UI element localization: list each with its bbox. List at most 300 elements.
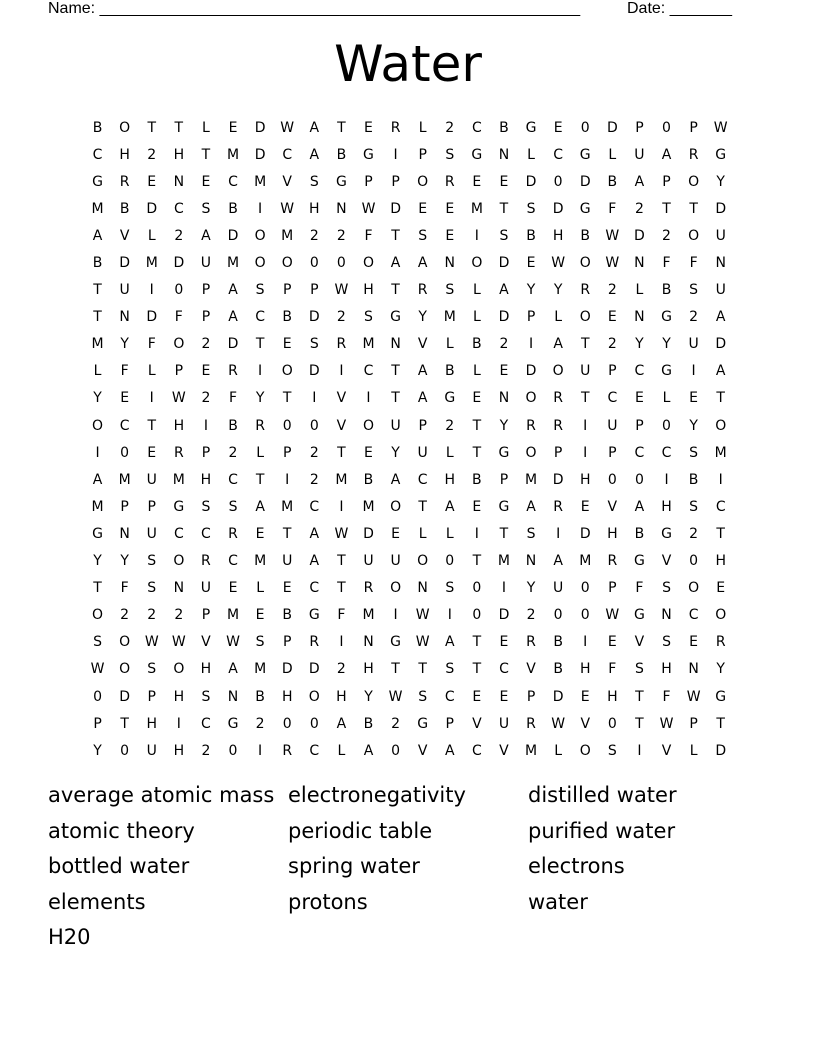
grid-letter: S	[255, 282, 265, 299]
grid-letter: H	[363, 661, 374, 678]
grid-letter: S	[445, 282, 455, 299]
grid-letter: G	[173, 498, 185, 515]
grid-letter: L	[608, 146, 617, 163]
grid-letter: 2	[228, 444, 238, 461]
word-list-item: elements	[48, 889, 146, 914]
date-field: Date: _______	[627, 0, 732, 17]
grid-letter: P	[526, 688, 536, 705]
grid-letter: B	[472, 336, 482, 353]
grid-letter: C	[282, 146, 293, 163]
grid-letter: E	[526, 255, 536, 272]
grid-letter: A	[309, 146, 320, 163]
grid-letter: D	[498, 607, 510, 624]
grid-letter: N	[173, 580, 185, 597]
grid-letter: G	[661, 309, 672, 326]
grid-letter: M	[226, 255, 240, 272]
grid-letter: E	[147, 173, 157, 190]
grid-letter: L	[418, 525, 427, 542]
grid-row	[84, 466, 734, 493]
grid-letter: I	[718, 471, 723, 488]
grid-letter: D	[254, 119, 266, 136]
grid-letter: P	[282, 444, 292, 461]
grid-letter: N	[417, 580, 428, 597]
grid-row	[84, 277, 734, 304]
grid-letter: E	[418, 200, 428, 217]
grid-letter: O	[525, 444, 537, 461]
grid-letter: G	[335, 173, 347, 190]
grid-letter: 2	[445, 119, 455, 136]
grid-letter: V	[526, 661, 536, 678]
grid-letter: I	[637, 742, 642, 759]
grid-letter: O	[92, 607, 104, 624]
grid-row	[84, 683, 734, 710]
grid-letter: T	[472, 444, 482, 461]
grid-letter: P	[201, 607, 211, 624]
grid-letter: M	[579, 553, 592, 570]
grid-letter: T	[635, 715, 644, 732]
grid-letter: G	[227, 715, 239, 732]
grid-letter: O	[688, 227, 700, 244]
grid-row	[84, 520, 734, 547]
grid-letter: D	[715, 200, 727, 217]
grid-row	[84, 195, 734, 222]
grid-letter: M	[497, 553, 510, 570]
grid-row	[84, 249, 734, 276]
word-list-item: purified water	[528, 818, 676, 843]
grid-letter: G	[633, 607, 645, 624]
grid-letter: T	[716, 390, 725, 407]
grid-letter: U	[146, 525, 157, 542]
grid-letter: Y	[93, 742, 102, 759]
grid-letter: Y	[120, 336, 129, 353]
grid-letter: W	[605, 227, 620, 244]
grid-letter: B	[363, 471, 374, 488]
grid-letter: L	[256, 580, 265, 597]
grid-letter: F	[364, 227, 373, 244]
grid-letter: P	[418, 417, 427, 434]
grid-letter: H	[146, 715, 157, 732]
grid-letter: M	[254, 173, 267, 190]
grid-letter: C	[634, 444, 645, 461]
grid-letter: G	[579, 146, 591, 163]
grid-letter: V	[607, 498, 618, 515]
grid-letter: Y	[662, 336, 671, 353]
grid-letter: 2	[634, 200, 644, 217]
grid-letter: I	[583, 417, 588, 434]
grid-letter: D	[227, 336, 239, 353]
grid-letter: N	[688, 661, 699, 678]
grid-letter: P	[662, 173, 671, 190]
grid-letter: B	[472, 471, 482, 488]
grid-letter: D	[119, 255, 131, 272]
grid-letter: T	[147, 417, 157, 434]
grid-letter: G	[633, 553, 645, 570]
grid-letter: E	[607, 309, 617, 326]
grid-letter: Y	[364, 688, 373, 705]
grid-letter: 2	[336, 309, 346, 326]
grid-letter: C	[471, 119, 482, 136]
grid-letter: I	[312, 390, 317, 407]
word-list-item: water	[528, 889, 588, 914]
grid-letter: S	[689, 498, 699, 515]
grid-letter: U	[498, 715, 510, 732]
grid-letter: I	[447, 607, 452, 624]
grid-letter: 2	[201, 336, 211, 353]
grid-letter: D	[552, 471, 564, 488]
grid-letter: I	[339, 634, 344, 651]
grid-letter: G	[471, 146, 483, 163]
grid-letter: G	[525, 119, 537, 136]
grid-letter: M	[714, 444, 727, 461]
grid-letter: Y	[635, 336, 644, 353]
grid-letter: S	[526, 525, 536, 542]
grid-letter: R	[526, 715, 536, 732]
grid-letter: R	[390, 119, 401, 136]
grid-letter: 2	[201, 390, 211, 407]
grid-letter: R	[119, 173, 130, 190]
grid-letter: V	[580, 715, 591, 732]
grid-letter: S	[445, 580, 455, 597]
grid-letter: F	[120, 580, 129, 597]
grid-letter: W	[144, 634, 159, 651]
grid-letter: U	[634, 146, 645, 163]
grid-letter: H	[281, 688, 293, 705]
grid-letter: S	[689, 444, 699, 461]
grid-letter: T	[418, 498, 427, 515]
grid-letter: C	[607, 390, 618, 407]
grid-letter: F	[174, 309, 183, 326]
grid-letter: A	[228, 282, 238, 299]
grid-row	[84, 358, 734, 385]
grid-letter: M	[172, 471, 185, 488]
grid-letter: E	[472, 498, 482, 515]
grid-letter: N	[227, 688, 239, 705]
grid-letter: T	[93, 309, 102, 326]
grid-letter: P	[174, 363, 184, 380]
grid-letter: W	[713, 119, 728, 136]
grid-letter: M	[362, 498, 375, 515]
grid-letter: 0	[662, 119, 671, 136]
grid-letter: R	[553, 417, 563, 434]
grid-letter: C	[228, 553, 238, 570]
grid-letter: U	[200, 580, 212, 597]
grid-letter: A	[228, 309, 238, 326]
grid-letter: N	[390, 336, 401, 353]
grid-letter: P	[608, 444, 617, 461]
grid-letter: B	[282, 607, 292, 624]
grid-letter: T	[580, 390, 590, 407]
grid-letter: R	[526, 634, 536, 651]
grid-letter: 2	[689, 309, 699, 326]
grid-letter: D	[173, 255, 185, 272]
grid-letter: A	[92, 227, 103, 244]
grid-letter: 0	[228, 742, 238, 759]
grid-letter: C	[688, 607, 699, 624]
grid-letter: D	[498, 255, 510, 272]
grid-letter: G	[715, 688, 727, 705]
grid-letter: R	[715, 634, 726, 651]
grid-letter: L	[445, 444, 454, 461]
grid-letter: 2	[607, 336, 617, 353]
grid-letter: E	[580, 498, 590, 515]
grid-letter: A	[499, 282, 509, 299]
grid-letter: U	[417, 444, 428, 461]
grid-letter: I	[95, 444, 100, 461]
grid-letter: G	[390, 309, 401, 326]
grid-letter: C	[363, 363, 374, 380]
grid-letter: H	[200, 661, 212, 678]
grid-letter: P	[120, 498, 129, 515]
grid-letter: H	[552, 227, 564, 244]
grid-letter: C	[715, 498, 726, 515]
grid-letter: M	[281, 498, 294, 515]
grid-letter: O	[254, 255, 266, 272]
grid-letter: 0	[391, 742, 401, 759]
grid-letter: I	[474, 525, 479, 542]
grid-letter: V	[201, 634, 211, 651]
grid-letter: I	[556, 525, 561, 542]
grid-letter: O	[688, 580, 700, 597]
grid-letter: D	[281, 661, 293, 678]
grid-letter: L	[337, 742, 346, 759]
grid-letter: L	[202, 119, 210, 136]
grid-row	[84, 168, 734, 195]
grid-row	[84, 439, 734, 466]
grid-letter: C	[309, 742, 320, 759]
grid-letter: 2	[255, 715, 265, 732]
grid-letter: T	[93, 580, 102, 597]
grid-letter: 2	[309, 227, 319, 244]
grid-letter: A	[309, 119, 320, 136]
grid-letter: E	[689, 634, 699, 651]
grid-letter: V	[634, 634, 645, 651]
grid-letter: H	[309, 200, 320, 217]
grid-letter: F	[228, 390, 238, 407]
grid-letter: U	[553, 580, 564, 597]
grid-letter: O	[92, 417, 104, 434]
grid-letter: D	[579, 525, 591, 542]
grid-letter: P	[635, 119, 644, 136]
grid-letter: T	[201, 146, 211, 163]
grid-letter: E	[472, 173, 482, 190]
grid-letter: R	[336, 336, 347, 353]
grid-letter: E	[364, 444, 373, 461]
grid-letter: M	[91, 498, 104, 515]
grid-letter: T	[635, 688, 644, 705]
grid-letter: H	[579, 471, 591, 488]
grid-letter: B	[255, 688, 265, 705]
grid-letter: T	[580, 336, 590, 353]
grid-letter: E	[472, 390, 482, 407]
grid-letter: I	[393, 607, 398, 624]
grid-letter: S	[526, 200, 536, 217]
grid-letter: M	[91, 200, 104, 217]
grid-letter: F	[635, 580, 644, 597]
grid-letter: 0	[553, 607, 563, 624]
grid-letter: E	[716, 580, 726, 597]
grid-letter: Y	[689, 417, 698, 434]
word-list-item: H20	[48, 925, 91, 949]
grid-letter: 0	[580, 607, 590, 624]
grid-letter: C	[255, 309, 265, 326]
grid-letter: L	[635, 282, 644, 299]
grid-row	[84, 602, 734, 629]
grid-letter: W	[605, 607, 620, 624]
grid-letter: S	[418, 688, 428, 705]
grid-letter: N	[363, 634, 374, 651]
grid-letter: M	[335, 471, 348, 488]
grid-letter: P	[93, 715, 102, 732]
grid-letter: V	[661, 742, 672, 759]
grid-letter: U	[363, 553, 374, 570]
grid-letter: A	[309, 525, 320, 542]
grid-row	[84, 629, 734, 656]
grid-letter: S	[201, 200, 211, 217]
grid-letter: E	[689, 390, 699, 407]
grid-row	[84, 141, 734, 168]
grid-letter: E	[634, 390, 644, 407]
word-list-item: electrons	[528, 854, 625, 878]
grid-letter: D	[363, 525, 374, 542]
grid-letter: R	[173, 444, 184, 461]
grid-letter: R	[580, 282, 591, 299]
grid-letter: L	[662, 390, 671, 407]
grid-letter: S	[662, 634, 671, 651]
grid-letter: O	[471, 255, 483, 272]
grid-letter: O	[362, 417, 374, 434]
grid-letter: A	[444, 498, 455, 515]
grid-letter: T	[391, 363, 400, 380]
grid-letter: 0	[282, 417, 292, 434]
grid-letter: U	[390, 417, 401, 434]
grid-letter: F	[120, 363, 129, 380]
grid-letter: O	[525, 390, 537, 407]
grid-letter: B	[444, 363, 455, 380]
name-field: Name: ______________________________________________________	[48, 0, 581, 17]
grid-letter: L	[445, 336, 454, 353]
grid-letter: R	[228, 525, 238, 542]
grid-letter: E	[201, 363, 211, 380]
grid-letter: E	[282, 580, 292, 597]
grid-letter: D	[525, 363, 537, 380]
grid-letter: D	[119, 688, 131, 705]
grid-letter: S	[147, 661, 157, 678]
grid-letter: I	[258, 742, 263, 759]
grid-letter: R	[444, 173, 455, 190]
grid-letter: F	[147, 336, 156, 353]
grid-letter: R	[526, 417, 536, 434]
grid-letter: D	[552, 688, 564, 705]
grid-letter: E	[255, 607, 265, 624]
grid-letter: L	[418, 119, 427, 136]
grid-letter: H	[444, 471, 456, 488]
grid-letter: O	[715, 417, 727, 434]
grid-letter: D	[715, 742, 727, 759]
grid-letter: 2	[309, 471, 319, 488]
grid-letter: D	[579, 173, 591, 190]
grid-letter: 0	[309, 417, 319, 434]
grid-letter: A	[526, 498, 536, 515]
grid-letter: U	[688, 336, 699, 353]
grid-letter: G	[92, 525, 103, 542]
grid-letter: M	[443, 309, 456, 326]
grid-letter: H	[661, 498, 672, 515]
grid-letter: 0	[174, 282, 184, 299]
grid-letter: W	[605, 255, 620, 272]
grid-letter: B	[688, 471, 699, 488]
grid-letter: G	[417, 715, 429, 732]
grid-row	[84, 737, 734, 764]
grid-letter: R	[201, 553, 211, 570]
grid-letter: B	[553, 634, 563, 651]
grid-letter: 2	[336, 227, 346, 244]
grid-letter: P	[147, 498, 156, 515]
grid-letter: S	[201, 498, 211, 515]
grid-letter: W	[686, 688, 701, 705]
grid-letter: H	[607, 688, 618, 705]
grid-letter: H	[336, 688, 347, 705]
grid-letter: H	[173, 146, 185, 163]
grid-letter: P	[282, 282, 292, 299]
grid-letter: G	[92, 173, 103, 190]
grid-letter: T	[472, 553, 482, 570]
grid-letter: E	[201, 173, 211, 190]
grid-letter: S	[309, 336, 319, 353]
grid-letter: B	[580, 227, 591, 244]
grid-letter: 0	[553, 173, 563, 190]
grid-row	[84, 222, 734, 249]
grid-letter: C	[228, 173, 238, 190]
grid-letter: L	[147, 363, 156, 380]
grid-letter: D	[227, 227, 239, 244]
grid-letter: A	[634, 498, 645, 515]
grid-letter: Y	[526, 282, 536, 299]
grid-letter: A	[417, 390, 428, 407]
grid-letter: Y	[93, 553, 102, 570]
grid-letter: S	[689, 282, 699, 299]
grid-letter: D	[146, 200, 158, 217]
grid-letter: M	[254, 553, 267, 570]
grid-letter: O	[308, 688, 320, 705]
grid-row	[84, 575, 734, 602]
grid-letter: U	[715, 227, 726, 244]
grid-letter: E	[120, 390, 130, 407]
grid-letter: S	[445, 661, 455, 678]
grid-letter: 0	[662, 417, 671, 434]
grid-letter: A	[444, 742, 455, 759]
grid-letter: 2	[309, 444, 319, 461]
grid-letter: I	[339, 363, 344, 380]
grid-letter: C	[499, 661, 509, 678]
grid-letter: B	[553, 661, 563, 678]
grid-letter: C	[201, 525, 211, 542]
grid-letter: D	[390, 200, 401, 217]
grid-letter: U	[607, 417, 618, 434]
grid-letter: 0	[689, 553, 699, 570]
grid-letter: D	[308, 309, 320, 326]
grid-letter: B	[526, 227, 536, 244]
grid-row	[84, 710, 734, 737]
page-title: Water	[334, 35, 482, 93]
grid-letter: I	[583, 634, 588, 651]
grid-letter: I	[258, 200, 263, 217]
grid-letter: O	[119, 661, 131, 678]
grid-letter: 2	[689, 525, 699, 542]
grid-letter: A	[309, 553, 320, 570]
grid-letter: S	[147, 580, 157, 597]
grid-letter: R	[607, 553, 618, 570]
grid-letter: D	[254, 146, 266, 163]
